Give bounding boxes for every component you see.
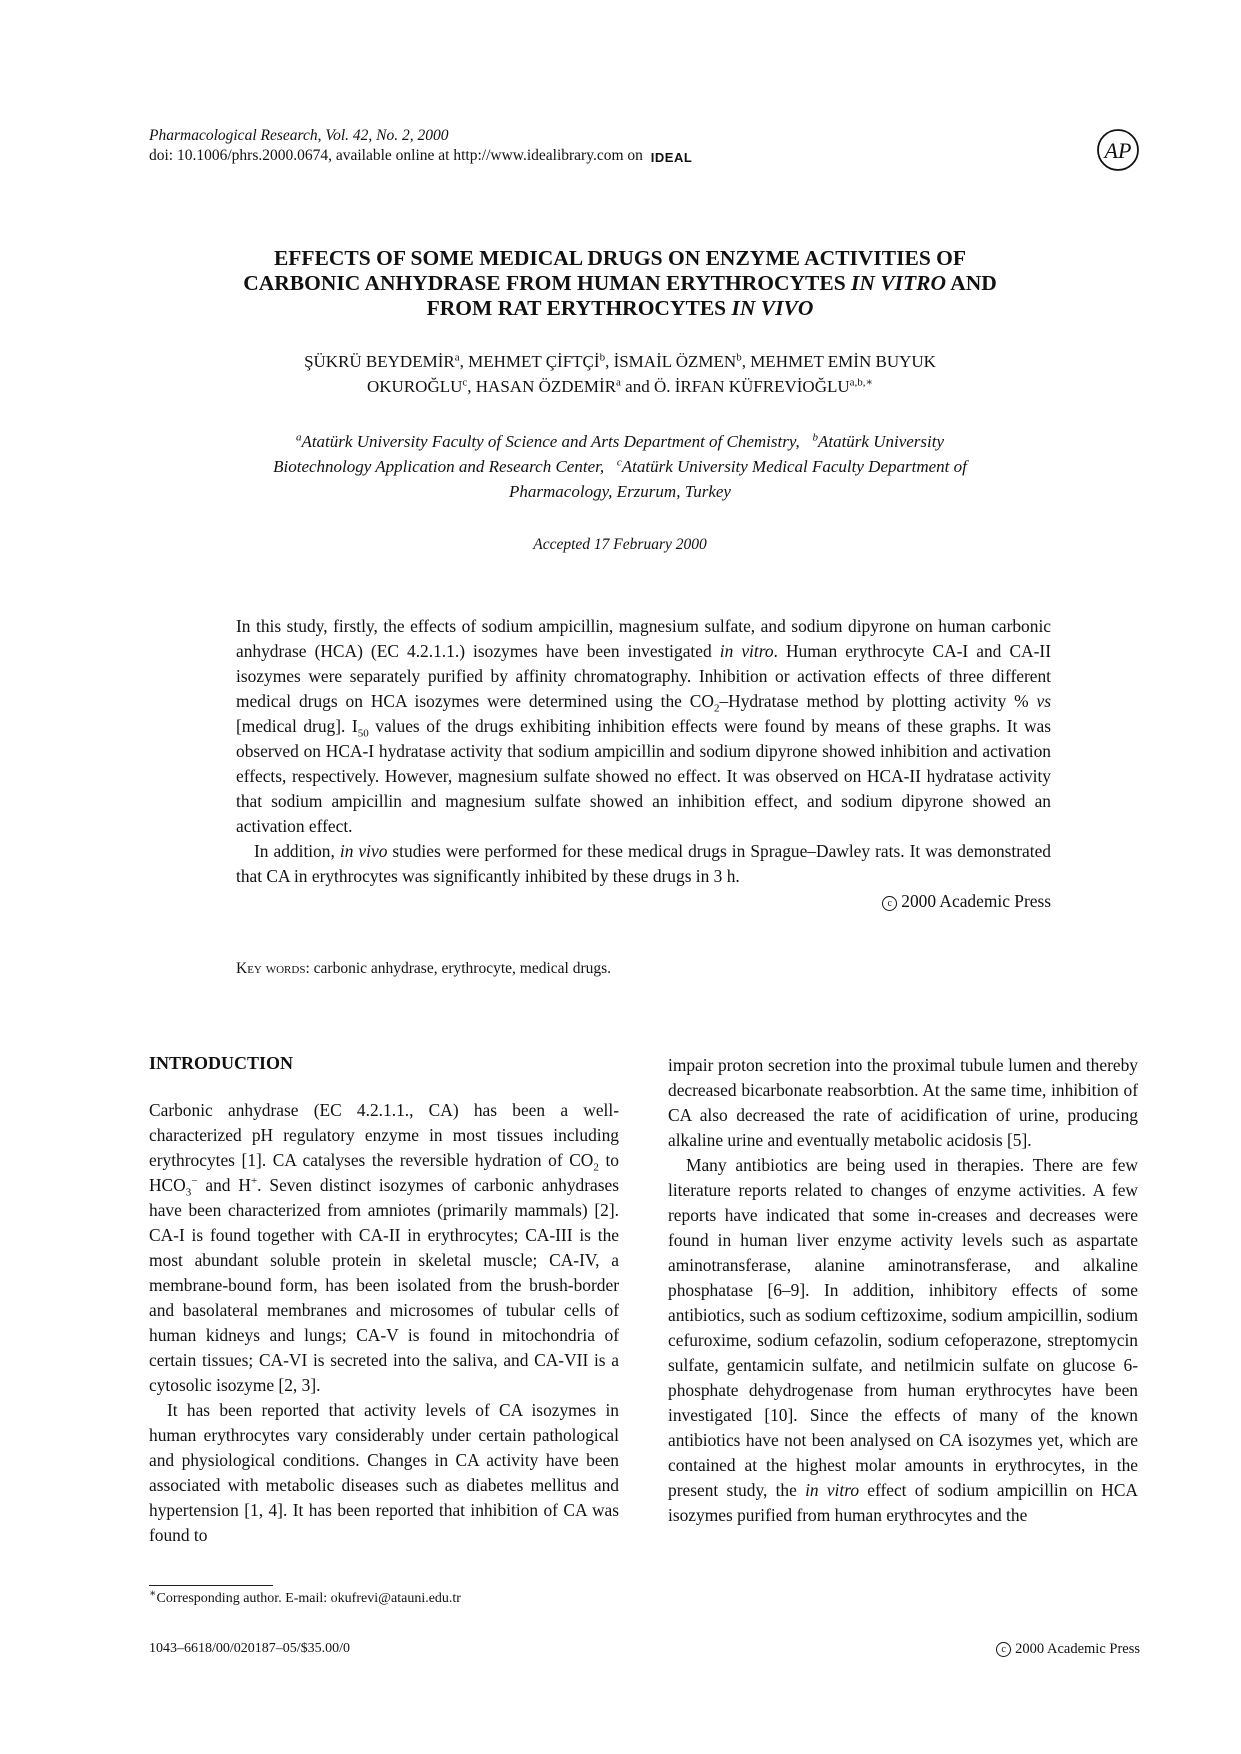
body-paragraph: Carbonic anhydrase (EC 4.2.1.1., CA) has been a well-characterized pH regulatory enzyme in most tissues including erythrocytes [1]. CA catalyses the reversible hydration of $CO_2$ to $HCO_3^-$ and H+. Seven distinct isozymes of carbonic anhydrases have been characterized from amniotes (primarily mammals) [2]. CA-I is found together with CA-II in erythrocytes; CA-III is the most abundant soluble protein in skeletal muscle; CA-IV, a membrane-bound form, has been isolated from the brush-border and basolateral membranes and microsomes of tubular cells of human kidneys and lungs; CA-V is found in mitochondria of certain tissues; CA-VI is secreted into the saliva, and CA-VII is a cytosolic isozyme [2, 3]. — [149, 1100, 619, 1395]
body-paragraph: It has been reported that activity levels of CA isozymes in human erythrocytes vary considerably under certain pathological and physiological conditions. Changes in CA activity have been associated with metabolic diseases such as diabetes mellitus and hypertension [1, 4]. It has been reported that inhibition of CA was found to — [149, 1400, 619, 1545]
body-paragraph: Many antibiotics are being used in therapies. There are few literature reports related to changes of enzyme activities. A few reports have indicated that some in-creases and decreases were found in human liver enzyme activity levels such as aspartate aminotransferase, alanine aminotransferase, and alkaline phosphatase [6–9]. In addition, inhibitory effects of some antibiotics, such as sodium ceftizoxime, sodium ampicillin, sodium cefuroxime, sodium cefazolin, sodium cefoperazone, streptomycin sulfate, gentamicin sulfate, and netilmicin sulfate on glucose 6-phosphate dehydrogenase from human erythrocytes have been investigated [10]. Since the effects of many of the known antibiotics have not been analysed on CA isozymes yet, which are contained at the highest molar amounts in erythrocytes, in the present study, the in vitro effect of sodium ampicillin on HCA isozymes purified from human erythrocytes and the — [668, 1155, 1138, 1525]
body-paragraph: impair proton secretion into the proximal tubule lumen and thereby decreased bicarbonate reabsorbtion. At the same time, inhibition of CA also decreased the rate of acidification of urine, producing alkaline urine and eventually metabolic acidosis [5]. — [668, 1055, 1138, 1150]
abstract-copyright: c 2000 Academic Press — [236, 889, 1051, 914]
right-column — [668, 1053, 1138, 1528]
doi-text: doi: 10.1006/phrs.2000.0674, available online at http://www.idealibrary.com on — [149, 147, 643, 164]
journal-citation: Pharmacological Research, Vol. 42, No. 2, 2000 — [149, 127, 449, 144]
author-list: ŞÜKRÜ BEYDEMİR$^a$, MEHMET ÇİFTÇİ$^b$, İSMAİL ÖZMEN$^b$, MEHMET EMİN BUYUK OKUROĞLU$^c$, HASAN ÖZDEMİR$^a$ and Ö. İRFAN $KÜFREVİOĞLU^{a,b,∗}$ — [304, 351, 936, 396]
affiliations: $^a$Atatürk University Faculty of Science and Arts Department of Chemistry, $^b$Atatürk University Biotechnology Application and Research Center, $^c$Atatürk University Medical Faculty Department of Pharmacology, Erzurum, Turkey — [273, 431, 967, 501]
left-column — [149, 1053, 619, 1548]
footer-code: 1043–6618/00/020187–05/$35.00/0 — [149, 1641, 351, 1656]
doi-line — [149, 146, 692, 167]
footer-copyright: c 2000 Academic Press — [970, 1641, 1140, 1658]
abstract-paragraph: In this study, firstly, the effects of sodium ampicillin, magnesium sulfate, and sodium dipyrone on human carbonic anhydrase (HCA) (EC 4.2.1.1.) isozymes have been investigated in vitro. Human erythrocyte CA-I and CA-II isozymes were separately purified by affinity chromatography. Inhibition or activation effects of three different medical drugs on HCA isozymes were determined using the $CO_2$–Hydratase method by plotting activity % vs [medical drug]. $I_{50}$ values of the drugs exhibiting inhibition effects were found by means of these graphs. It was observed on HCA-I hydratase activity that sodium ampicillin and sodium dipyrone showed inhibition and activation effects, respectively. However, magnesium sulfate showed no effect. It was observed on HCA-II hydratase activity that sodium ampicillin and magnesium sulfate showed an inhibition effect, and sodium dipyrone showed an activation effect. — [236, 616, 1052, 836]
title-line-3: FROM RAT ERYTHROCYTES IN VIVO — [426, 296, 814, 320]
accepted-date: Accepted 17 February 2000 — [533, 536, 707, 553]
section-heading: INTRODUCTION — [149, 1053, 294, 1073]
abstract-paragraph: In addition, in vivo studies were performed for these medical drugs in Sprague–Dawley rats. It was demonstrated that CA in erythrocytes was significantly inhibited by these drugs in 3 h. — [236, 841, 1051, 886]
ideal-logo: IDEAL — [650, 150, 693, 165]
abstract — [236, 614, 1051, 914]
copyright-icon: c — [996, 1642, 1011, 1657]
keywords: Key words: carbonic anhydrase, erythrocyte, medical drugs. — [236, 960, 612, 977]
copyright-icon: c — [882, 896, 897, 911]
ap-logo-icon — [1096, 128, 1140, 172]
footnote-divider — [149, 1585, 273, 1586]
svg-text:AP: AP — [1104, 138, 1132, 163]
title-line-1: EFFECTS OF SOME MEDICAL DRUGS ON ENZYME ACTIVITIES OF — [273, 246, 967, 270]
footnote: ∗Corresponding author. E-mail: okufrevi@atauni.edu.tr — [149, 1587, 461, 1606]
paper-title — [150, 246, 1090, 321]
title-line-2: CARBONIC ANHYDRASE FROM HUMAN ERYTHROCYTES IN VITRO AND — [243, 271, 997, 295]
